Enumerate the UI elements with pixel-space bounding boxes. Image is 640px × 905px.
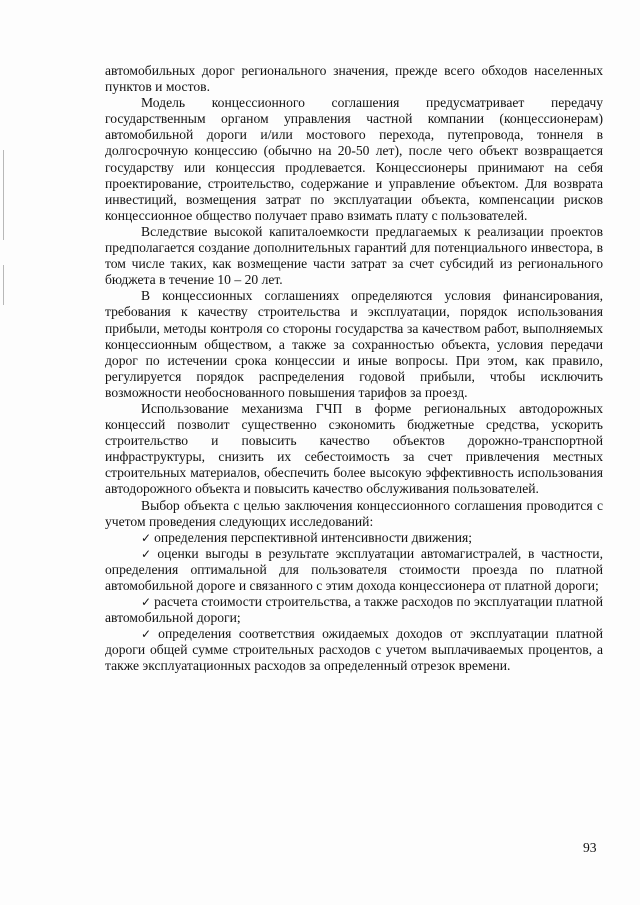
page-number: 93 [583, 840, 597, 855]
list-item-text: расчета стоимости строительства, а также расходов по эксплуатации платной автомобильной дороги; [105, 594, 603, 626]
list-item [105, 626, 603, 674]
paragraph-concession-model: Модель концессионного соглашения предусматривает передачу государственным органом управления частной компании (концессионерам) автомобильной дороги и/или мостового перехода, путепровода, тоннеля в долгосрочную концессию (обычно на 20-50 лет), после чего объект возвращается государству или концессия продлевается. Концессионеры принимают на себя проектирование, строительство, содержание и управление объектом. Для возврата инвестиций, возмещения затрат по эксплуатации объекта, компенсации рисков концессионное общество получает право взимать плату с пользователей. [105, 95, 603, 223]
paragraph-ppp-benefits: Использование механизма ГЧП в форме региональных автодорожных концессий позволит существенно сэкономить бюджетные средства, ускорить строительство и повысить качество объектов дорожно-транспортной инфраструктуры, снизить их себестоимость за счет привлечения местных строительных материалов, обеспечить более высокую эффективность использования автодорожного объекта и повысить качество обслуживания пользователей. [105, 400, 603, 497]
paragraph-investor-guarantees: Вследствие высокой капиталоемкости предлагаемых к реализации проектов предполагается создание дополнительных гарантий для потенциального инвестора, в том числе таких, как возмещение части затрат за счет субсидий из регионального бюджета в течение 10 – 20 лет. [105, 223, 603, 288]
scan-margin-mark [3, 150, 4, 240]
list-item [105, 546, 603, 594]
list-item-text: определения перспективной интенсивности движения; [154, 529, 473, 545]
list-item [105, 594, 603, 626]
list-item-text: определения соответствия ожидаемых доходов от эксплуатации платной дороги общей сумме строительных расходов с учетом выплачиваемых процентов, а также эксплуатационных расходов за определенный отрезок времени. [105, 626, 603, 674]
checkmark-icon: ✓ [141, 595, 152, 610]
paragraph-continuation: автомобильных дорог регионального значения, прежде всего обходов населенных пунктов и мостов. [105, 63, 603, 95]
paragraph-object-selection: Выбор объекта с целью заключения концессионного соглашения проводится с учетом проведения следующих исследований: [105, 497, 603, 529]
list-item-text: оценки выгоды в результате эксплуатации автомагистралей, в частности, определения оптимальной для пользователя стоимости проезда по платной автомобильной дороге и связанного с этим дохода концессионера от платной дороги; [105, 545, 603, 593]
checkmark-icon: ✓ [141, 546, 155, 561]
paragraph-agreement-terms: В концессионных соглашениях определяются условия финансирования, требования к качеству строительства и эксплуатации, порядок использования прибыли, методы контроля со стороны государства за качеством работ, выполняемых концессионным обществом, а также за сохранностью объекта, условия передачи дорог по истечении срока концессии и иные вопросы. При этом, как правило, регулируется порядок распределения годовой прибыли, чтобы исключить возможности необоснованного повышения тарифов за проезд. [105, 288, 603, 400]
scan-margin-mark [3, 265, 4, 305]
checkmark-icon: ✓ [141, 627, 156, 642]
document-body [105, 63, 603, 675]
checkmark-icon: ✓ [141, 530, 152, 545]
list-item [105, 530, 603, 546]
